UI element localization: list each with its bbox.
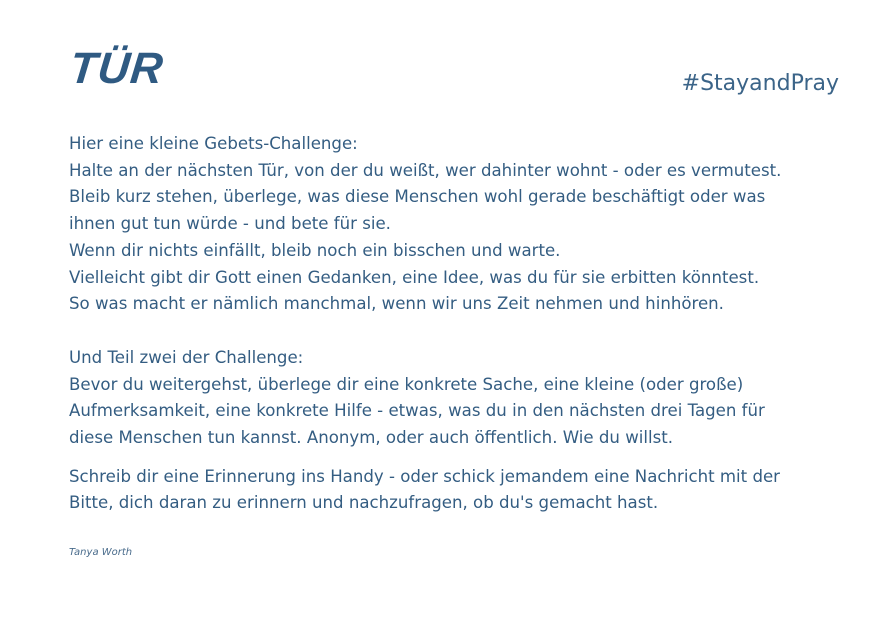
paragraph-challenge-part-one xyxy=(69,131,859,318)
page-title: TÜR xyxy=(67,44,167,93)
text-line: Bitte, dich daran zu erinnern und nachzufragen, ob du's gemacht hast. xyxy=(69,493,659,513)
text-line: Aufmerksamkeit, eine konkrete Hilfe - etwas, was du in den nächsten drei Tagen für xyxy=(69,401,765,421)
text-line: Halte an der nächsten Tür, von der du weißt, wer dahinter wohnt - oder es vermutest. xyxy=(69,160,782,180)
text-line: Und Teil zwei der Challenge: xyxy=(69,347,304,367)
text-line: ihnen gut tun würde - und bete für sie. xyxy=(69,214,391,234)
text-line: Wenn dir nichts einfällt, bleib noch ein bisschen und warte. xyxy=(69,240,561,260)
text-line: Bevor du weitergehst, überlege dir eine konkrete Sache, eine kleine (oder große) xyxy=(69,374,744,394)
hashtag-label: #StayandPray xyxy=(681,71,839,96)
text-line: Bleib kurz stehen, überlege, was diese Menschen wohl gerade beschäftigt oder was xyxy=(69,187,766,207)
text-line: Vielleicht gibt dir Gott einen Gedanken, eine Idee, was du für sie erbitten könntest. xyxy=(69,267,760,287)
text-line: Schreib dir eine Erinnerung ins Handy - oder schick jemandem eine Nachricht mit der xyxy=(69,466,781,486)
body-text xyxy=(69,131,859,517)
text-line: diese Menschen tun kannst. Anonym, oder auch öffentlich. Wie du willst. xyxy=(69,428,674,448)
text-line: Hier eine kleine Gebets-Challenge: xyxy=(69,134,358,153)
paragraph-reminder xyxy=(69,464,859,517)
author-credit: Tanya Worth xyxy=(69,547,133,558)
text-line: So was macht er nämlich manchmal, wenn wir uns Zeit nehmen und hinhören. xyxy=(69,294,724,314)
paragraph-challenge-part-two xyxy=(69,345,859,452)
